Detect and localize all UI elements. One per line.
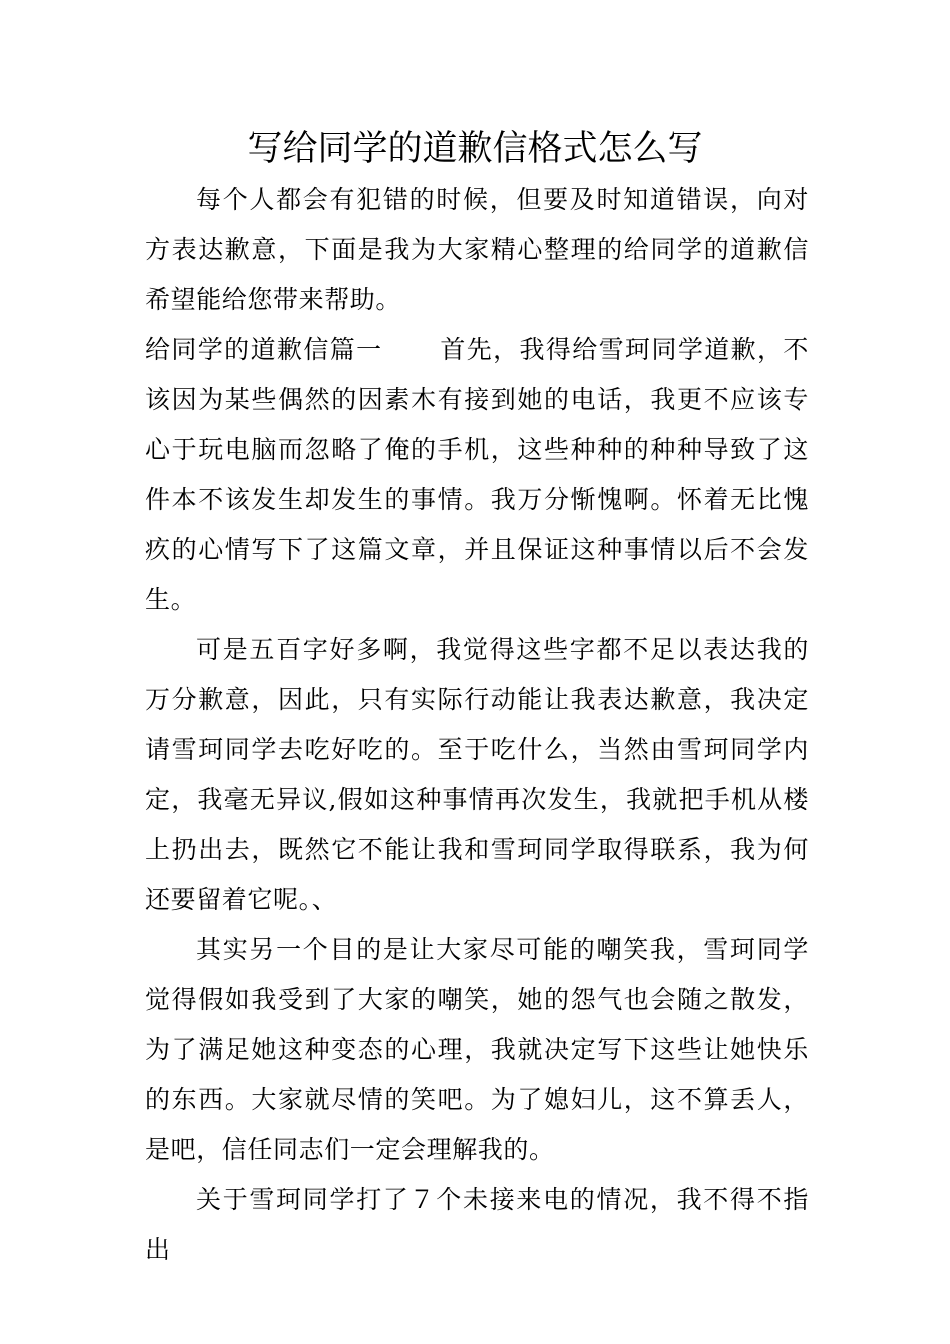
body-paragraph-3: 关于雪珂同学打了７个未接来电的情况，我不得不指出 bbox=[145, 1185, 809, 1264]
intro-paragraph: 每个人都会有犯错的时候，但要及时知道错误，向对方表达歉意，下面是我为大家精心整理的给同学的道歉信希望能给您带来帮助。 bbox=[145, 185, 809, 314]
document-body bbox=[145, 175, 809, 1275]
document-title: 写给同学的道歉信格式怎么写 bbox=[247, 129, 703, 169]
body-paragraph-2: 其实另一个目的是让大家尽可能的嘲笑我，雪珂同学觉得假如我受到了大家的嘲笑，她的怨气也会随之散发，为了满足她这种变态的心理，我就决定写下这些让她快乐的东西。大家就尽情的笑吧。为了媳妇儿，这不算丢人，是吧，信任同志们一定会理解我的。 bbox=[145, 935, 809, 1164]
section-paragraph bbox=[145, 325, 809, 625]
section-first-text: 首先，我得给雪珂同学道歉，不该因为某些偶然的因素木有接到她的电话，我更不应该专心于玩电脑而忽略了俺的手机，这些种种的种种导致了这件本不该发生却发生的事情。我万分惭愧啊。怀着无比愧疚的心情写下了这篇文章，并且保证这种事情以后不会发生。 bbox=[145, 335, 810, 614]
body-paragraph-1: 可是五百字好多啊，我觉得这些字都不足以表达我的万分歉意，因此，只有实际行动能让我表达歉意，我决定请雪珂同学去吃好吃的。至于吃什么，当然由雪珂同学内定，我毫无异议,假如这种事情再次发生，我就把手机从楼上扔出去，既然它不能让我和雪珂同学取得联系，我为何还要留着它呢。、 bbox=[145, 635, 809, 914]
section-heading: 给同学的道歉信篇一 bbox=[145, 335, 383, 364]
